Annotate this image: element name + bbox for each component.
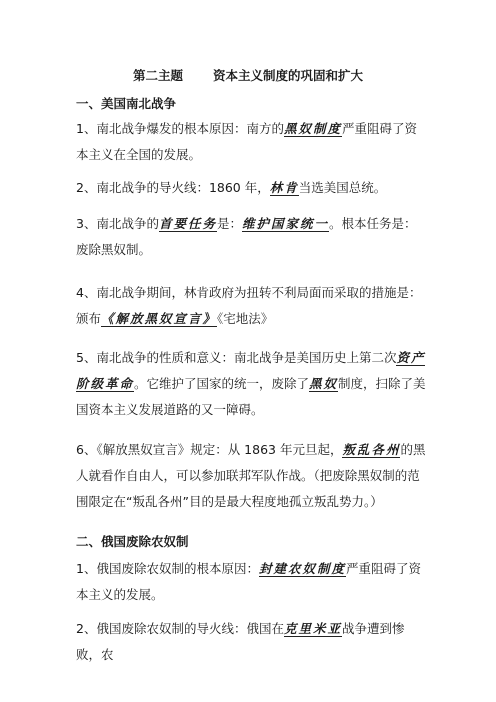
- keyword: 叛乱各州: [342, 442, 401, 457]
- section-heading-2: 二、俄国废除农奴制: [76, 534, 189, 549]
- paragraph-8: 2、俄国废除农奴制的导火线：俄国在克里米亚战争遭到惨败，农: [76, 621, 405, 662]
- paragraph-6: 6、《解放黑奴宣言》规定：从 1863 年元旦起，叛乱各州的黑人就看作自由人，可以参加联邦军队作战。（把废除黑奴制的范围限定在“叛乱各州”目的是最大程度地孤立叛乱势力。）: [76, 442, 426, 509]
- keyword: 黑奴制度: [283, 121, 342, 136]
- paragraph-2: 2、南北战争的导火线：1860 年，林肯当选美国总统。: [76, 180, 387, 195]
- paragraph-3: 3、南北战争的首要任务是：维护国家统一。根本任务是：废除黑奴制。: [76, 216, 417, 257]
- paragraph-5: 5、南北战争的性质和意义：南北战争是美国历史上第二次资产阶级革命。它维护了国家的统一，废除了黑奴制度，扫除了美国资本主义发展道路的又一障碍。: [76, 350, 426, 417]
- paragraph-7: 1、俄国废除农奴制的根本原因：封建农奴制度严重阻碍了资本主义的发展。: [76, 561, 421, 602]
- keyword: 资产阶级革命: [76, 350, 426, 391]
- page-title: [0, 66, 496, 84]
- title-part1: 第二主题: [132, 68, 183, 83]
- title-part2: 资本主义制度的巩固和扩大: [213, 68, 364, 83]
- paragraph-4: 4、南北战争期间，林肯政府为扭转不利局面而采取的措施是：颁布《解放黑奴宣言》《宅地法》: [76, 285, 422, 326]
- keyword: 维护国家统一: [242, 216, 330, 231]
- paragraph-1: 1、南北战争爆发的根本原因：南方的黑奴制度严重阻碍了资本主义在全国的发展。: [76, 121, 417, 162]
- keyword: 克里米亚: [283, 621, 342, 636]
- keyword: 黑奴: [309, 376, 339, 391]
- keyword: 林肯: [269, 180, 299, 195]
- keyword: 封建农奴制度: [258, 561, 346, 576]
- keyword: 首要任务: [158, 216, 217, 231]
- section-heading-1: 一、美国南北战争: [76, 96, 177, 111]
- keyword: 《解放黑奴宣言》: [101, 311, 218, 326]
